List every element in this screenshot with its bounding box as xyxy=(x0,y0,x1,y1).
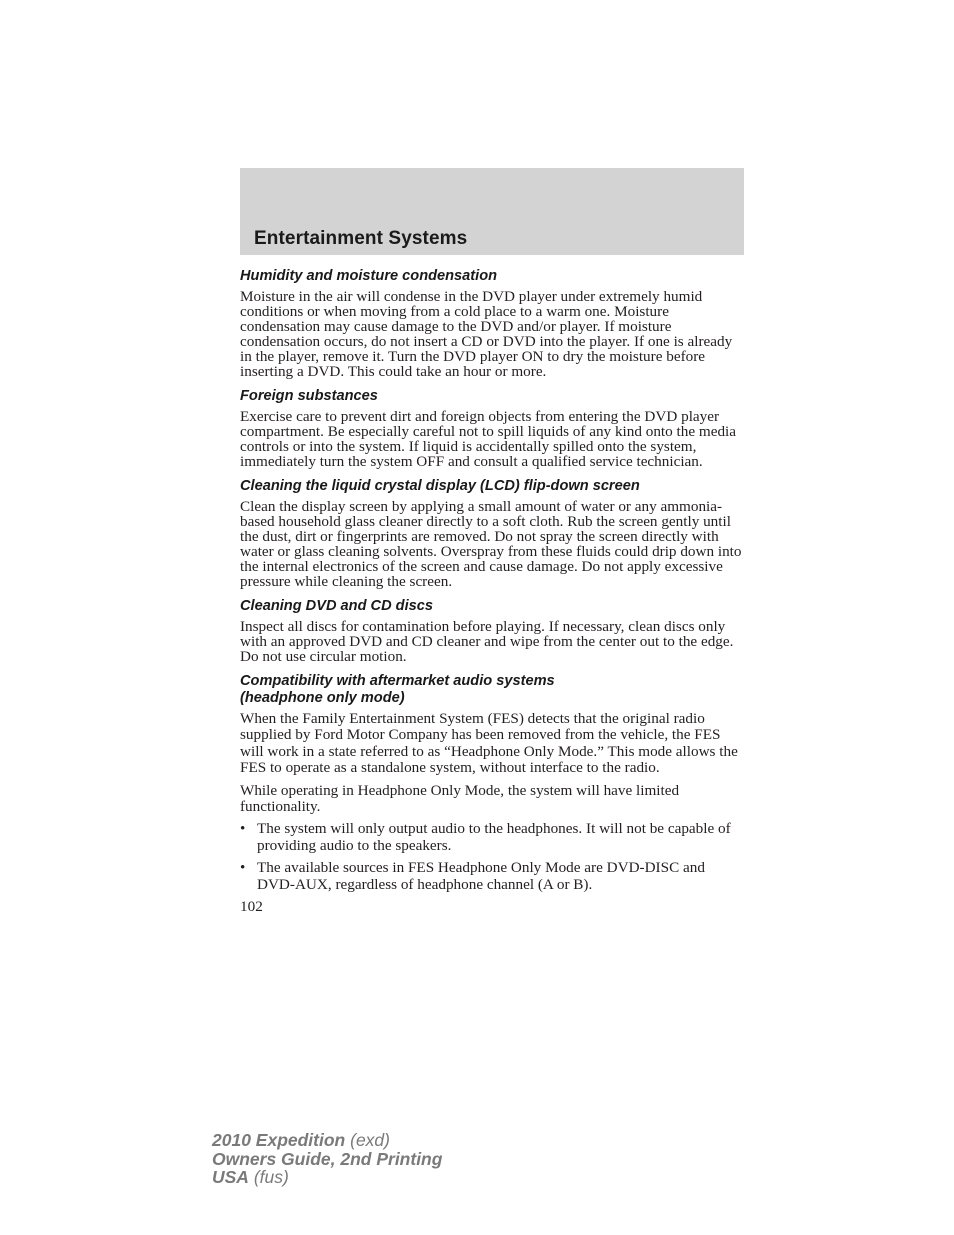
section-body: Exercise care to prevent dirt and foreign objects from entering the DVD player compartment. Be especially careful not to spill liquids of any kind onto the media controls or into the system. If liquid is accidentally spilled onto the system, immediately turn the system OFF and consult a qualified service technician. xyxy=(240,408,737,470)
section-humidity xyxy=(240,268,746,379)
footer-line-guide xyxy=(212,1150,442,1169)
footer-line-model xyxy=(212,1131,442,1150)
section-heading: Foreign substances xyxy=(240,388,378,404)
footer-market: USA xyxy=(212,1167,249,1187)
section-foreign-substances xyxy=(240,388,746,469)
section-heading xyxy=(240,673,746,707)
document-footer xyxy=(212,1131,442,1187)
page-content xyxy=(240,268,746,915)
list-item xyxy=(240,821,746,854)
footer-guide: Owners Guide, 2nd Printing xyxy=(212,1148,443,1169)
footer-market-code: (fus) xyxy=(253,1167,289,1187)
section-heading: Cleaning DVD and CD discs xyxy=(240,598,433,614)
section-heading-line1: Compatibility with aftermarket audio systems xyxy=(240,673,555,689)
section-body: When the Family Entertainment System (FES) detects that the original radio supplied by Ford Motor Company has been removed from the vehicle, the FES will work in a state referred to as “Headphone Only Mode.” This mode allows the FES to operate as a standalone system, without interface to the radio. xyxy=(240,710,738,777)
bullet-icon: • xyxy=(240,859,246,877)
footer-model: 2010 Expedition xyxy=(212,1130,346,1150)
bullet-list xyxy=(240,821,746,893)
section-header-band xyxy=(240,168,744,255)
section-heading: Cleaning the liquid crystal display (LCD) flip-down screen xyxy=(240,478,640,494)
section-body: While operating in Headphone Only Mode, the system will have limited functionality. xyxy=(240,781,680,816)
section-body: Inspect all discs for contamination before playing. If necessary, clean discs only with an approved DVD and CD cleaner and wipe from the center out to the edge. Do not use circular motion. xyxy=(240,618,734,665)
section-title: Entertainment Systems xyxy=(254,228,468,249)
section-heading-line2: (headphone only mode) xyxy=(240,690,405,706)
bullet-icon: • xyxy=(240,820,246,838)
list-item-text: The available sources in FES Headphone Only Mode are DVD-DISC and DVD-AUX, regardless of headphone channel (A or B). xyxy=(257,859,705,893)
footer-line-market xyxy=(212,1168,442,1187)
list-item-text: The system will only output audio to the headphones. It will not be capable of providing audio to the speakers. xyxy=(257,820,731,854)
section-body: Clean the display screen by applying a small amount of water or any ammonia-based household glass cleaner directly to a soft cloth. Rub the screen gently until the dust, dirt or fingerprints are removed. Do not spray the screen directly with water or glass cleaning solvents. Overspray from these fluids could drip down into the internal electronics of the screen and cause damage. Do not apply excessive pressure while cleaning the screen. xyxy=(240,498,742,590)
section-body: Moisture in the air will condense in the DVD player under extremely humid conditions or when moving from a cold place to a warm one. Moisture condensation may cause damage to the DVD and/or player. If moisture condensation occurs, do not insert a CD or DVD into the player. If one is already in the player, remove it. Turn the DVD player ON to dry the moisture before inserting a DVD. This could take an hour or more. xyxy=(240,288,733,380)
list-item xyxy=(240,860,746,893)
page-number: 102 xyxy=(240,898,263,916)
section-cleaning-discs xyxy=(240,598,746,664)
section-cleaning-lcd xyxy=(240,478,746,589)
section-heading: Humidity and moisture condensation xyxy=(240,268,498,284)
section-aftermarket-audio xyxy=(240,673,746,893)
footer-model-code: (exd) xyxy=(350,1130,390,1150)
